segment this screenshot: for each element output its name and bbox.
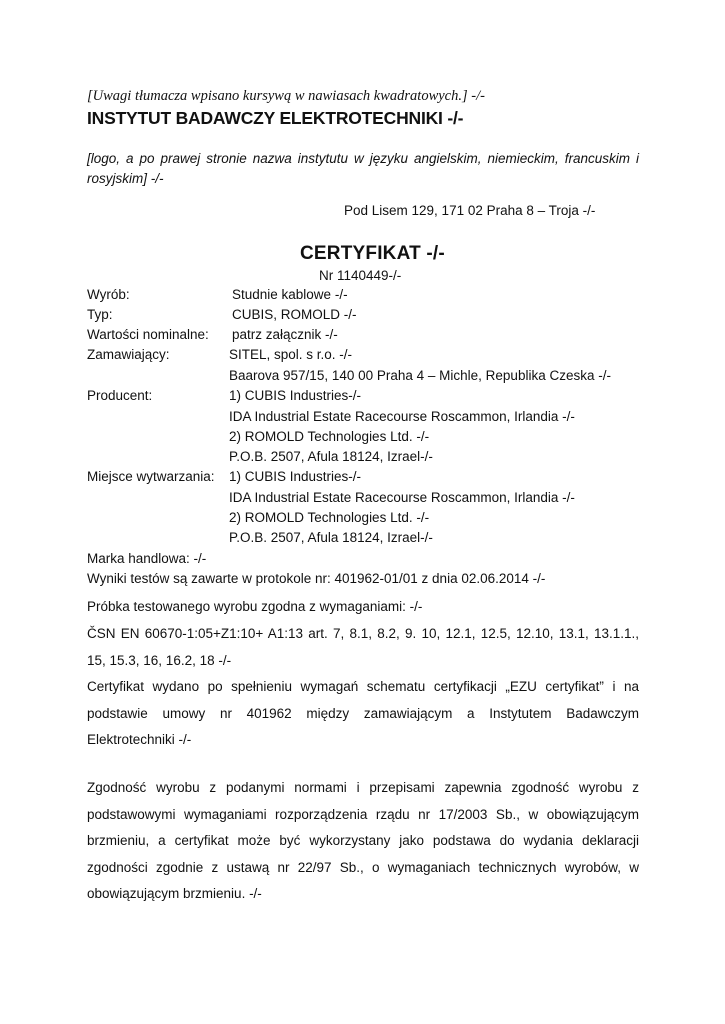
client-value: SITEL, spol. s r.o. -/-: [229, 347, 353, 362]
certificate-number: Nr 1140449-/-: [319, 268, 402, 283]
type-label: Typ:: [87, 307, 113, 322]
nominal-label: Wartości nominalne:: [87, 327, 209, 342]
client-label: Zamawiający:: [87, 347, 170, 362]
product-value: Studnie kablowe -/-: [232, 287, 348, 302]
place-line-2: IDA Industrial Estate Racecourse Roscammon, Irlandia -/-: [229, 490, 575, 505]
place-line-4: P.O.B. 2507, Afula 18124, Izrael-/-: [229, 530, 433, 545]
conformity-paragraph: Zgodność wyrobu z podanymi normami i przepisami zapewnia zgodność wyrobu z podstawowymi wymaganiami rozporządzenia rządu nr 17/2003 Sb., w obowiązującym brzmieniu, a certyfikat może być wykorzystany jako podstawa do wydania deklaracji zgodności zgodnie z ustawą nr 22/97 Sb., o wymaganiach technicznych wyrobów, w obowiązującym brzmieniu. -/-: [87, 780, 639, 901]
producer-line-4: P.O.B. 2507, Afula 18124, Izrael-/-: [229, 449, 433, 464]
certificate-title: CERTYFIKAT -/-: [300, 243, 445, 264]
producer-label: Producent:: [87, 388, 153, 403]
product-label: Wyrób:: [87, 287, 130, 302]
place-line-1: 1) CUBIS Industries-/-: [229, 469, 362, 484]
producer-line-3: 2) ROMOLD Technologies Ltd. -/-: [229, 429, 430, 444]
issued-paragraph: Certyfikat wydano po spełnieniu wymagań schematu certyfikacji „EZU certyfikat” i na podstawie umowy nr 401962 między zamawiającym a Instytutem Badawczym Elektrotechniki -/-: [87, 679, 639, 747]
institute-name: INSTYTUT BADAWCZY ELEKTROTECHNIKI -/-: [87, 108, 464, 128]
institute-address: Pod Lisem 129, 171 02 Praha 8 – Troja -/-: [344, 203, 596, 218]
producer-line-2: IDA Industrial Estate Racecourse Roscammon, Irlandia -/-: [229, 409, 575, 424]
translator-note: [Uwagi tłumacza wpisano kursywą w nawiasach kwadratowych.] -/-: [87, 88, 485, 104]
client-address: Baarova 957/15, 140 00 Praha 4 – Michle, Republika Czeska -/-: [229, 368, 611, 383]
trademark-line: Marka handlowa: -/-: [87, 551, 207, 566]
type-value: CUBIS, ROMOLD -/-: [232, 307, 357, 322]
producer-line-1: 1) CUBIS Industries-/-: [229, 388, 362, 403]
standard-list: ČSN EN 60670-1:05+Z1:10+ A1:13 art. 7, 8.1, 8.2, 9. 10, 12.1, 12.5, 12.10, 13.1, 13.1.1., 15, 15.3, 16, 16.2, 18 -/-: [87, 626, 639, 668]
place-line-3: 2) ROMOLD Technologies Ltd. -/-: [229, 510, 430, 525]
nominal-value: patrz załącznik -/-: [232, 327, 338, 342]
test-results: Wyniki testów są zawarte w protokole nr: 401962-01/01 z dnia 02.06.2014 -/-: [87, 571, 546, 586]
logo-note: [logo, a po prawej stronie nazwa instytutu w języku angielskim, niemieckim, francuskim i rosyjskim] -/-: [87, 151, 639, 186]
sample-compliance: Próbka testowanego wyrobu zgodna z wymaganiami: -/-: [87, 599, 423, 614]
place-label: Miejsce wytwarzania:: [87, 469, 215, 484]
